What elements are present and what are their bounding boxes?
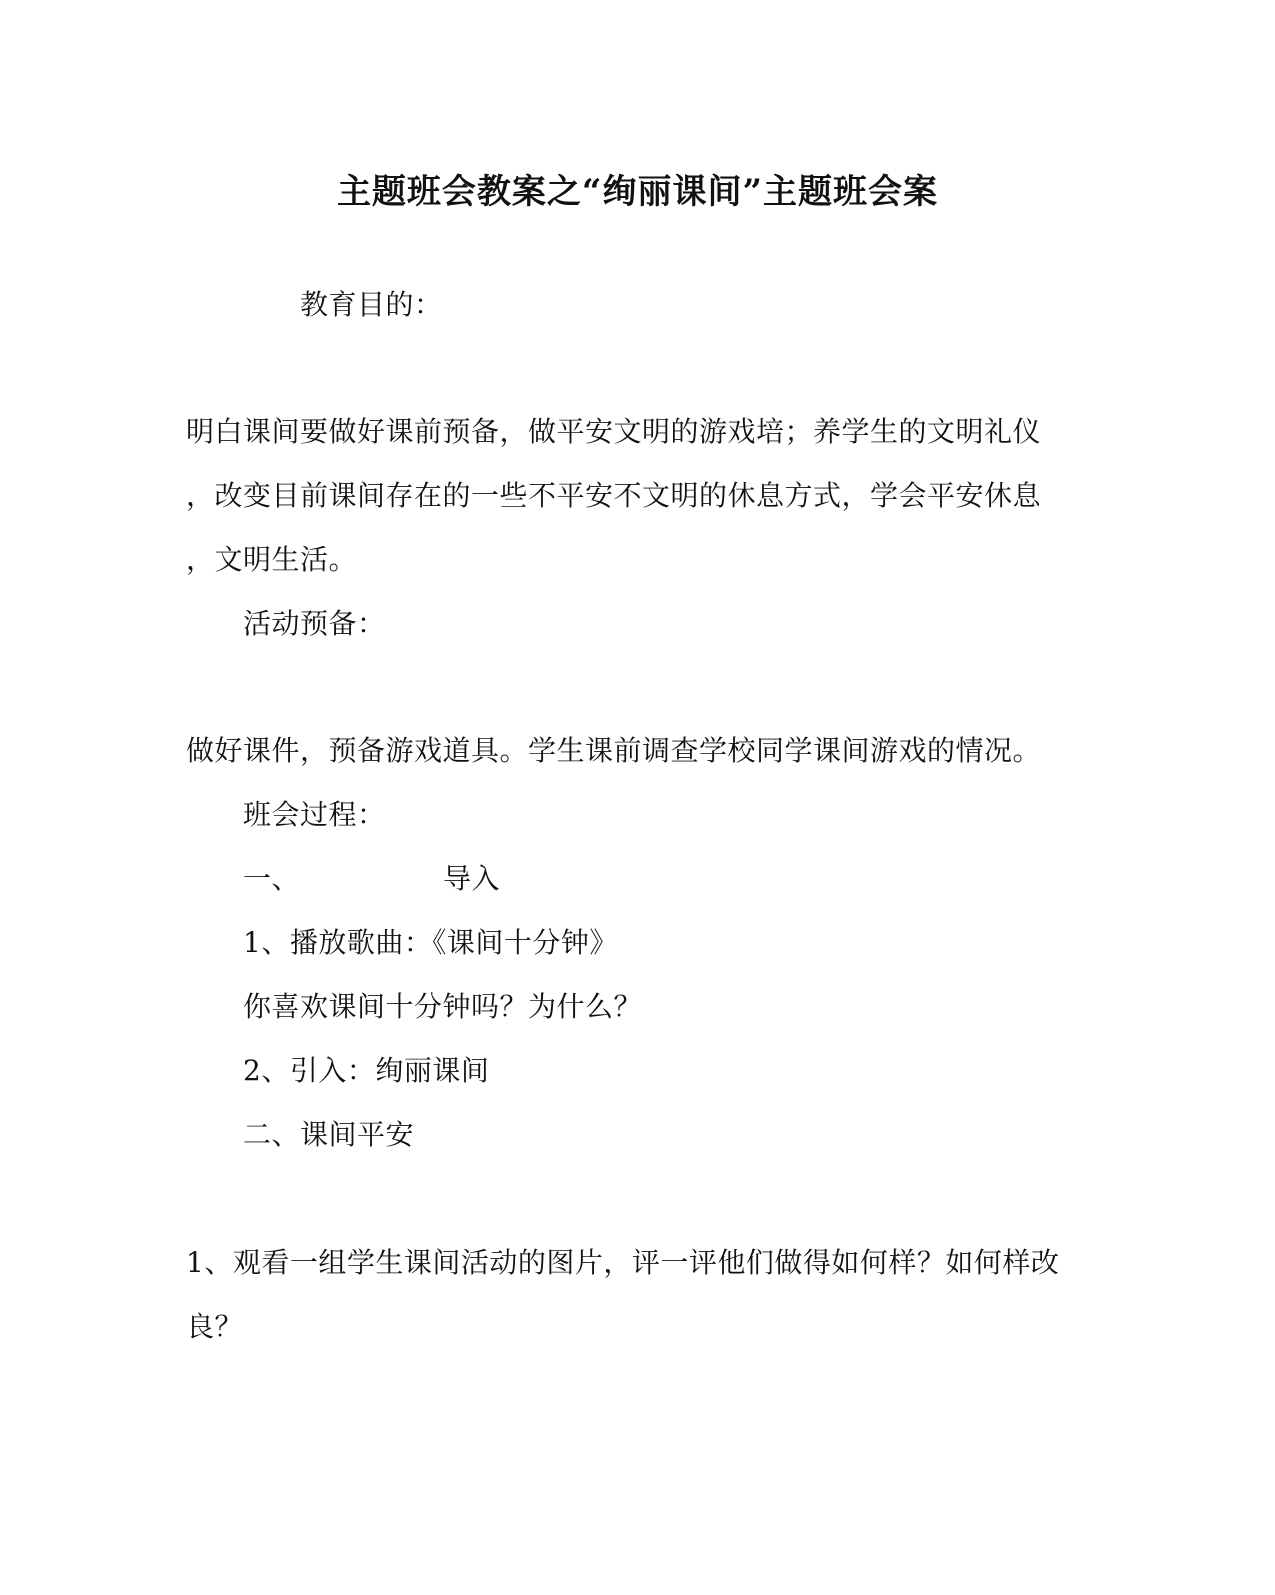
- class-process-heading: 班会过程：: [243, 798, 386, 831]
- education-goal-text-line-3: ，文明生活。: [186, 543, 358, 576]
- item-1-play-song: 1、播放歌曲：《课间十分钟》: [243, 926, 618, 959]
- section-1-title: 导入: [443, 862, 501, 895]
- education-goal-text-line-2: ，改变目前课间存在的一些不平安不文明的休息方式，学会平安休息: [186, 479, 1042, 512]
- activity-prep-heading: 活动预备：: [243, 607, 386, 640]
- section-2-item-1-line-2: 良？: [186, 1310, 244, 1343]
- item-1-question: 你喜欢课间十分钟吗？为什么？: [243, 990, 643, 1023]
- section-2-heading: 二、课间平安: [243, 1118, 415, 1151]
- education-goal-text-line-1: 明白课间要做好课前预备，做平安文明的游戏培；养学生的文明礼仪: [186, 415, 1042, 448]
- section-1-number: 一、: [243, 862, 301, 895]
- section-2-item-1-line-1: 1、观看一组学生课间活动的图片，评一评他们做得如何样？如何样改: [186, 1246, 1060, 1279]
- education-goal-heading: 教育目的：: [300, 288, 443, 321]
- item-2-introduce: 2、引入：绚丽课间: [243, 1054, 490, 1087]
- activity-prep-text: 做好课件，预备游戏道具。学生课前调查学校同学课间游戏的情况。: [186, 734, 1042, 767]
- document-title: 主题班会教案之“绚丽课间”主题班会案: [336, 172, 939, 212]
